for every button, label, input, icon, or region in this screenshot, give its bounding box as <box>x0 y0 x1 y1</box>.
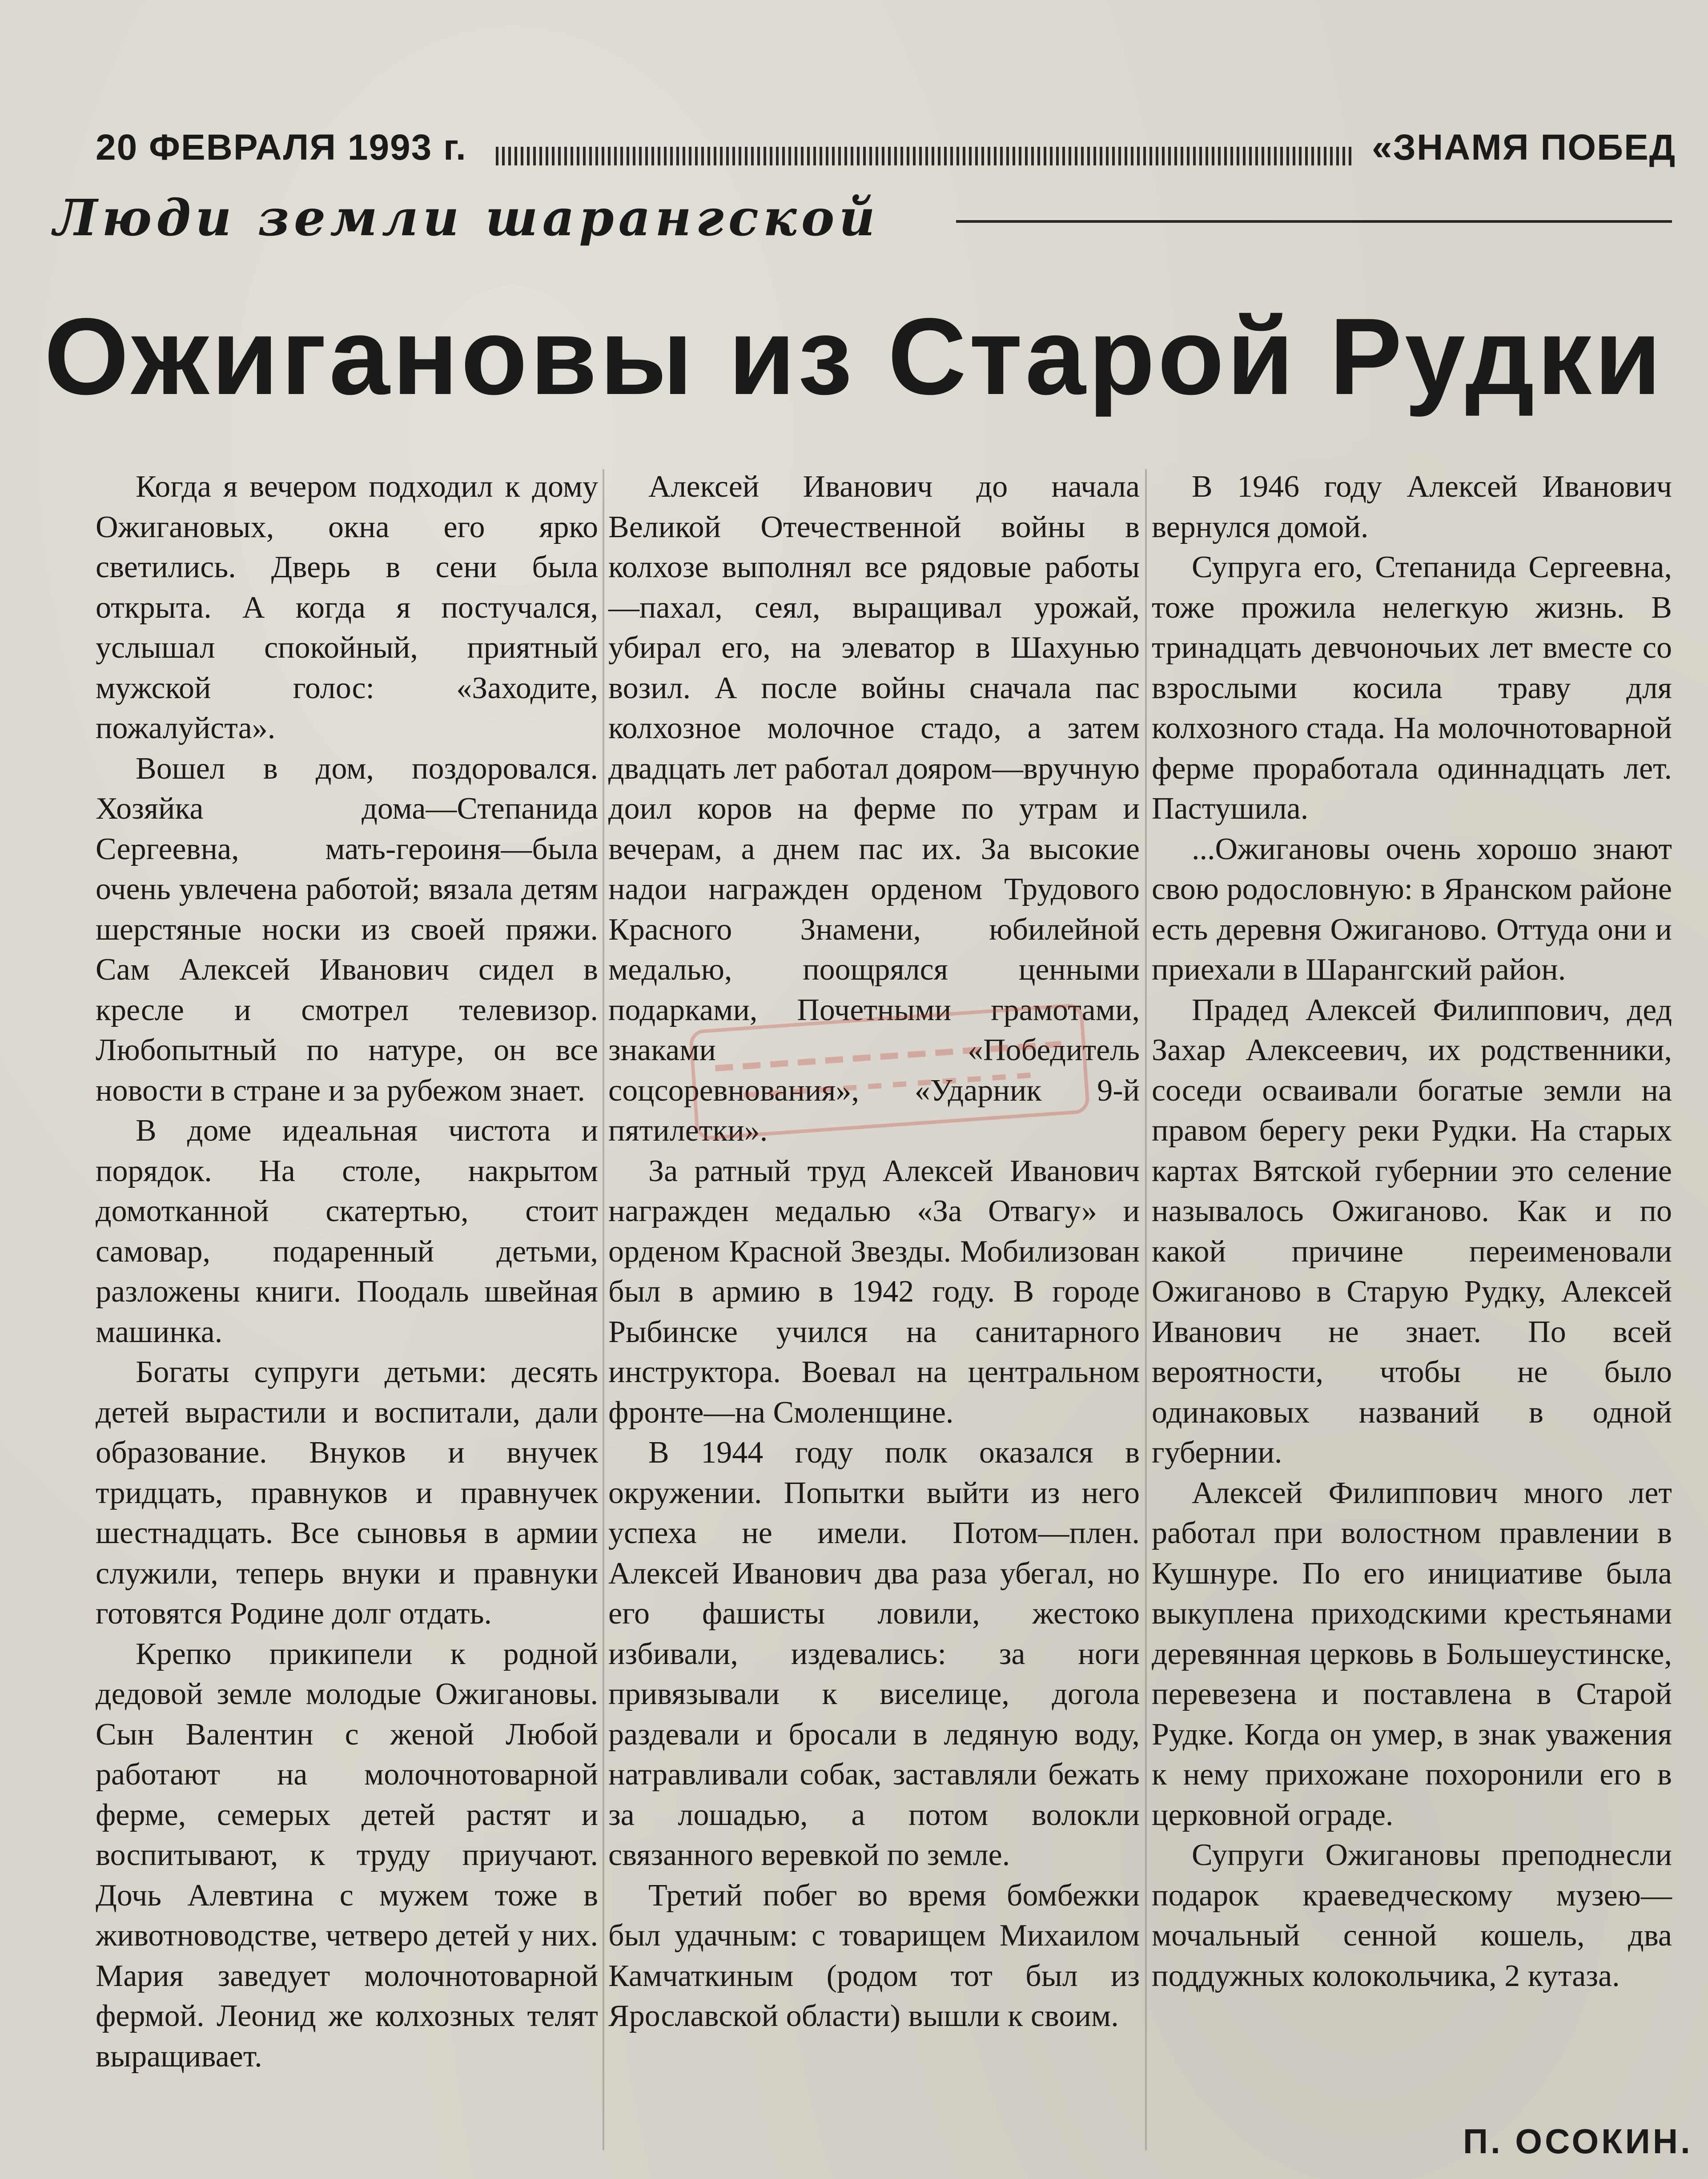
newspaper-title: «ЗНАМЯ ПОБЕД <box>1372 127 1676 168</box>
paragraph: ...Ожигановы очень хорошо знают свою родословную: в Яранском районе есть деревня Ожиганово. Оттуда они и приехали в Шарангский район. <box>1152 832 1672 987</box>
paragraph: Супруги Ожигановы преподнесли подарок краеведческому музею—мочальный сенной кошель, два поддужных колокольчика, 2 кутаза. <box>1152 1838 1672 1993</box>
paragraph: Прадед Алексей Филиппович, дед Захар Алексеевич, их родственники, соседи осваивали богатые земли на правом берегу реки Рудки. На старых картах Вятской губернии это селение называлось Ожиганово. Как и по какой причине переименовали Ожиганово в Старую Рудку, Алексей Иванович не знает. По всей вероятности, чтобы не было одинаковых названий в одной губернии. <box>1152 993 1672 1470</box>
masthead-hatch-rule <box>496 147 1354 165</box>
rubric-heading: Люди земли шарангской <box>53 189 880 247</box>
article-headline: Ожигановы из Старой Рудки <box>44 295 1664 417</box>
paragraph: Богаты супруги детьми: десять детей вырастили и воспитали, дали образование. Внуков и внучек тридцать, правнуков и правнучек шестнадцать. Все сыновья в армии служили, теперь внуки и правнуки готовятся Родине долг отдать. <box>96 1355 598 1631</box>
paragraph: Когда я вечером подходил к дому Ожигановых, окна его ярко светились. Дверь в сени была открыта. А когда я постучался, услышал спокойный, приятный мужской голос: «Заходите, пожалуйста». <box>96 470 598 745</box>
paragraph: Вошел в дом, поздоровался. Хозяйка дома—Степанида Сергеевна, мать-героиня—была очень увлечена работой; вязала детям шерстяные носки из своей пряжи. Сам Алексей Иванович сидел в кресле и смотрел телевизор. Любопытный по натуре, он все новости в стране и за рубежом знает. <box>96 751 598 1108</box>
paragraph: Крепко прикипели к родной дедовой земле молодые Ожигановы. Сын Валентин с женой Любой работают на молочнотоварной ферме, семерых детей растят и воспитывают, к труду приучают. Дочь Алевтина с мужем тоже в животноводстве, четверо детей у них. Мария заведует молочнотоварной фермой. Леонид же колхозных телят выращивает. <box>96 1636 598 2074</box>
paragraph: В 1944 году полк оказался в окружении. Попытки выйти из него успеха не имели. Потом—плен. Алексей Иванович два раза убегал, но его фашисты ловили, жестоко избивали, издевались: за ноги привязывали к виселице, догола раздевали и бросали в ледяную воду, натравливали собак, заставляли бежать за лошадью, а потом волокли связанного веревкой по земле. <box>608 1435 1140 1872</box>
rubric-rule <box>956 220 1672 223</box>
paragraph: Алексей Иванович до начала Великой Отечественной войны в колхозе выполнял все рядовые работы—пахал, сеял, выращивал урожай, убирал его, на элеватор в Шахунью возил. А после войны сначала пас колхозное молочное стадо, а затем двадцать лет работал дояром—вручную доил коров на ферме по утрам и вечерам, а днем пас их. За высокие надои награжден орденом Трудового Красного Знамени, юбилейной медалью, поощрялся ценными подарками, Почетными грамотами, знаками «Победитель соцсоревнования», «Ударник 9-й пятилетки». <box>608 470 1140 1148</box>
masthead <box>96 127 1708 176</box>
article-column-2 <box>608 467 1140 2037</box>
issue-date: 20 ФЕВРАЛЯ 1993 г. <box>96 127 467 168</box>
column-separator <box>603 469 604 2150</box>
article-author: П. ОСОКИН. <box>1463 2122 1693 2161</box>
column-separator <box>1145 469 1147 2150</box>
paragraph: В 1946 году Алексей Иванович вернулся домой. <box>1152 470 1672 544</box>
article-column-3 <box>1152 467 1672 1996</box>
paragraph: За ратный труд Алексей Иванович награжден медалью «За Отвагу» и орденом Красной Звезды. Мобилизован был в армию в 1942 году. В городе Рыбинске учился на санитарного инструктора. Воевал на центральном фронте—на Смоленщине. <box>608 1154 1140 1430</box>
paragraph: Третий побег во время бомбежки был удачным: с товарищем Михаилом Камчаткиным (родом тот был из Ярославской области) вышли к своим. <box>608 1878 1140 2033</box>
paragraph: В доме идеальная чистота и порядок. На столе, накрытом домотканной скатертью, стоит самовар, подаренный детьми, разложены книги. Поодаль швейная машинка. <box>96 1114 598 1349</box>
paragraph: Супруга его, Степанида Сергеевна, тоже прожила нелегкую жизнь. В тринадцать девчоночьих лет вместе со взрослыми косила траву для колхозного стада. На молочнотоварной ферме проработала одиннадцать лет. Пастушила. <box>1152 550 1672 826</box>
article-column-1 <box>96 467 598 2077</box>
paragraph: Алексей Филиппович много лет работал при волостном правлении в Кушнуре. По его инициативе была выкуплена приходскими крестьянами деревянная церковь в Большеустинске, перевезена и поставлена в Старой Рудке. Когда он умер, в знак уважения к нему прихожане похоронили его в церковной ограде. <box>1152 1475 1672 1832</box>
